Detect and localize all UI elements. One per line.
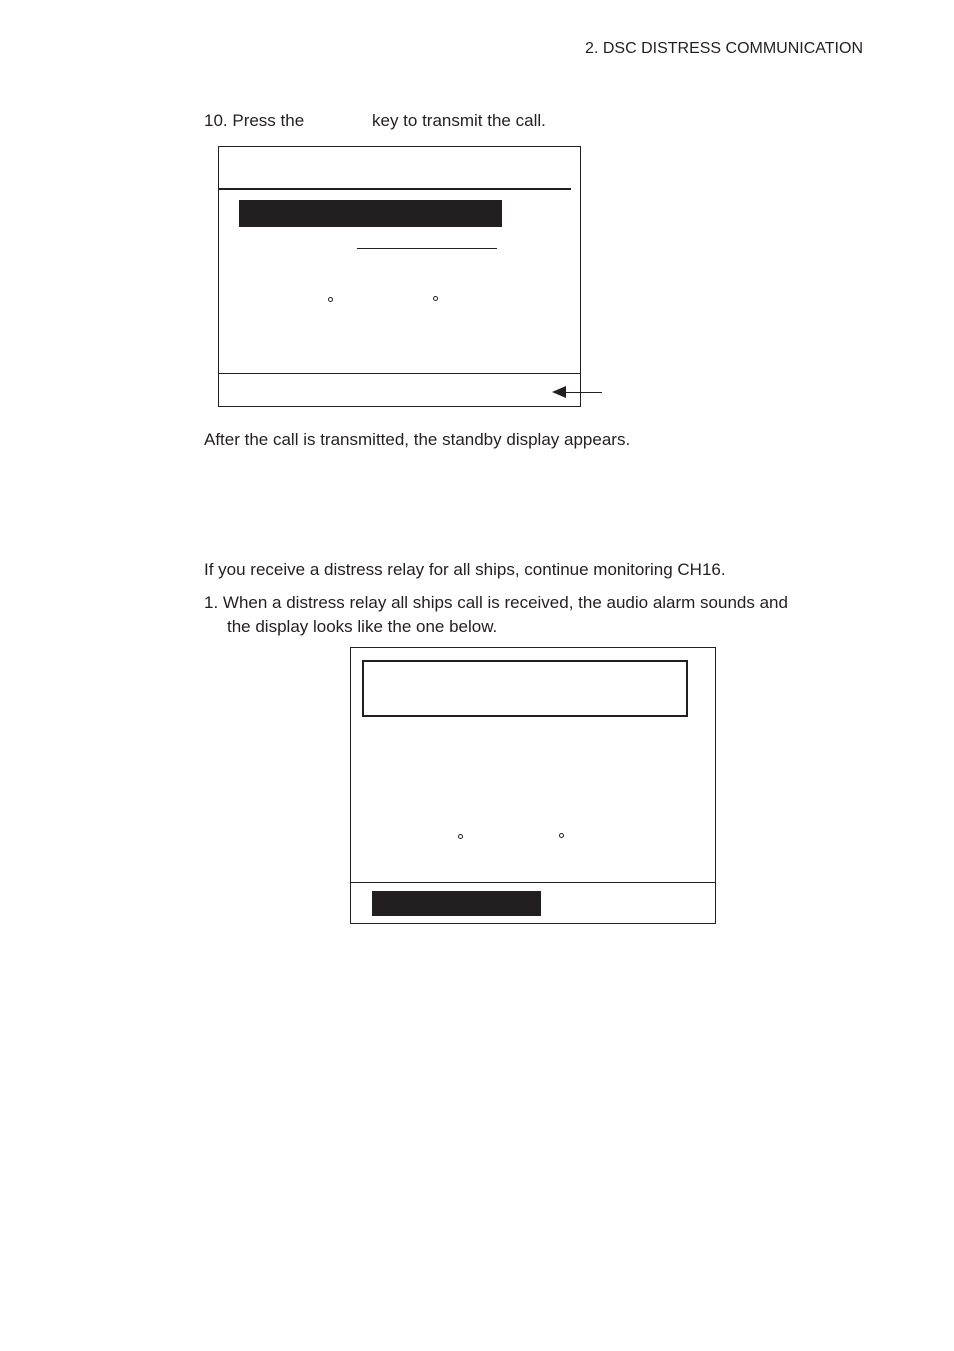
step-1-line-2: the display looks like the one below.	[227, 617, 498, 636]
intro-text: If you receive a distress relay for all ships, continue monitoring CH16.	[204, 560, 726, 579]
step-10-prefix: 10. Press the	[204, 111, 305, 130]
arrow-line	[560, 392, 602, 393]
highlighted-softkey	[372, 891, 541, 916]
screen-footer-divider	[351, 882, 715, 883]
degree-symbol	[458, 834, 463, 839]
degree-symbol	[559, 833, 564, 838]
page-header: 2. DSC DISTRESS COMMUNICATION	[585, 40, 863, 57]
transmit-screen-diagram	[218, 146, 581, 407]
after-call-text: After the call is transmitted, the standby display appears.	[204, 430, 631, 449]
degree-symbol	[433, 296, 438, 301]
screen-header-divider	[219, 188, 571, 190]
arrow-head-icon	[552, 386, 566, 398]
relay-received-screen-diagram	[350, 647, 716, 924]
step-1-line-1: 1. When a distress relay all ships call is received, the audio alarm sounds and	[204, 593, 788, 612]
screen-footer-divider	[219, 373, 580, 374]
highlighted-field	[239, 200, 502, 227]
step-10-suffix: key to transmit the call.	[372, 111, 546, 130]
underlined-field	[357, 248, 497, 249]
message-box	[362, 660, 688, 717]
degree-symbol	[328, 297, 333, 302]
